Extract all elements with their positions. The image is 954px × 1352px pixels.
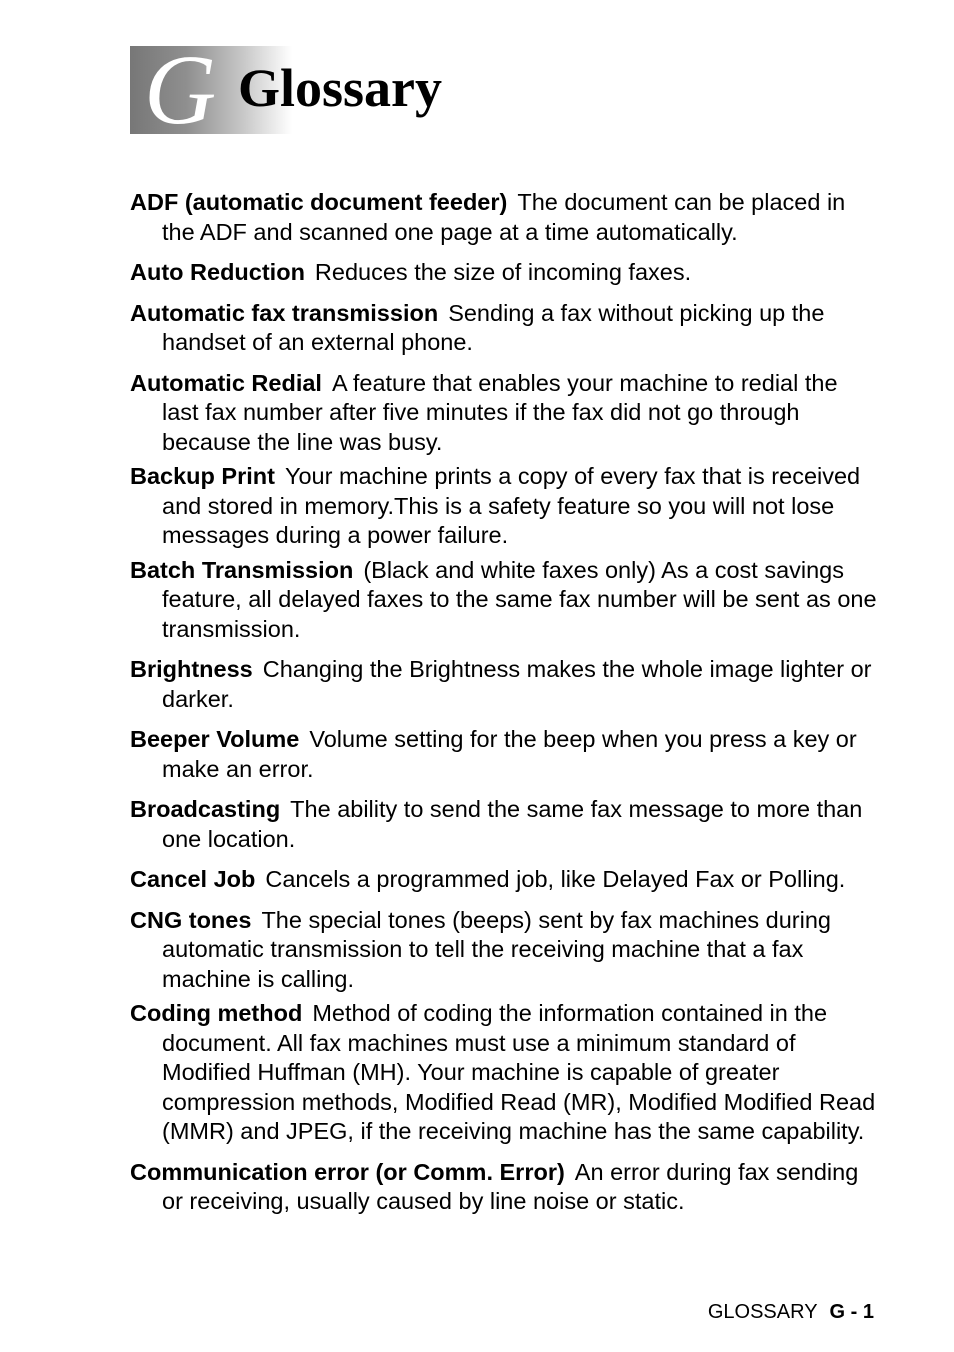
glossary-definition: Sending a fax without picking up the handset of an external phone. bbox=[162, 299, 825, 355]
glossary-definition: The special tones (beeps) sent by fax machines during automatic transmission to tell the receiving machine that a fax machine is calling. bbox=[162, 906, 831, 992]
glossary-definition: Changing the Brightness makes the whole image lighter or darker. bbox=[162, 656, 872, 712]
glossary-term: Auto Reduction bbox=[130, 259, 305, 285]
glossary-entry bbox=[130, 1158, 878, 1217]
glossary-term: Automatic fax transmission bbox=[130, 299, 439, 326]
glossary-list bbox=[130, 188, 878, 1217]
footer-section: GLOSSARY bbox=[707, 1301, 818, 1323]
glossary-definition: Your machine prints a copy of every fax that is received and stored in memory.This is a safety feature so you will not lose messages during a power failure. bbox=[162, 463, 861, 548]
chapter-letter: G bbox=[144, 34, 217, 145]
glossary-entry bbox=[130, 299, 878, 358]
glossary-term: Brightness bbox=[130, 656, 253, 682]
glossary-term: CNG tones bbox=[130, 906, 252, 933]
glossary-definition: The ability to send the same fax message to more than one location. bbox=[162, 796, 863, 852]
glossary-term: Automatic Redial bbox=[130, 369, 322, 396]
glossary-entry bbox=[130, 188, 878, 247]
glossary-definition: An error during fax sending or receiving, usually caused by line noise or static. bbox=[162, 1158, 859, 1214]
glossary-entry bbox=[130, 556, 878, 645]
glossary-entry bbox=[130, 795, 878, 854]
glossary-definition: Cancels a programmed job, like Delayed Fax or Polling. bbox=[265, 866, 846, 892]
glossary-term: Communication error (or Comm. Error) bbox=[130, 1158, 565, 1185]
glossary-entry bbox=[130, 865, 878, 895]
glossary-definition: Reduces the size of incoming faxes. bbox=[314, 259, 692, 285]
glossary-term: Batch Transmission bbox=[130, 556, 354, 583]
glossary-entry bbox=[130, 369, 878, 458]
glossary-definition: (Black and white faxes only) As a cost savings feature, all delayed faxes to the same fax number will be sent as one transmission. bbox=[162, 556, 877, 642]
chapter-header bbox=[130, 34, 730, 145]
glossary-term: Cancel Job bbox=[130, 866, 256, 892]
glossary-entry bbox=[130, 725, 878, 784]
page-title: Glossary bbox=[238, 58, 443, 118]
glossary-entry bbox=[130, 655, 878, 714]
glossary-entry bbox=[130, 462, 878, 551]
glossary-term: Beeper Volume bbox=[130, 726, 300, 752]
page-number: G - 1 bbox=[829, 1301, 874, 1323]
glossary-entry bbox=[130, 906, 878, 995]
glossary-definition: The document can be placed in the ADF and scanned one page at a time automatically. bbox=[162, 189, 846, 245]
page-footer bbox=[708, 1300, 874, 1324]
glossary-term: Coding method bbox=[130, 1000, 303, 1026]
glossary-definition: Volume setting for the beep when you press a key or make an error. bbox=[162, 726, 857, 782]
glossary-entry bbox=[130, 999, 878, 1147]
glossary-definition: Method of coding the information contained in the document. All fax machines must use a minimum standard of Modified Huffman (MH). Your machine is capable of greater compression methods, Modified Read (MR), Modified Modified Read (MMR) and JPEG, if the receiving machine has the same capability. bbox=[162, 1000, 876, 1144]
glossary-term: Backup Print bbox=[130, 463, 275, 489]
glossary-term: Broadcasting bbox=[130, 796, 281, 822]
glossary-entry bbox=[130, 258, 878, 288]
glossary-definition: A feature that enables your machine to redial the last fax number after five minutes if the fax did not go through because the line was busy. bbox=[162, 369, 838, 455]
glossary-term: ADF (automatic document feeder) bbox=[130, 189, 508, 215]
